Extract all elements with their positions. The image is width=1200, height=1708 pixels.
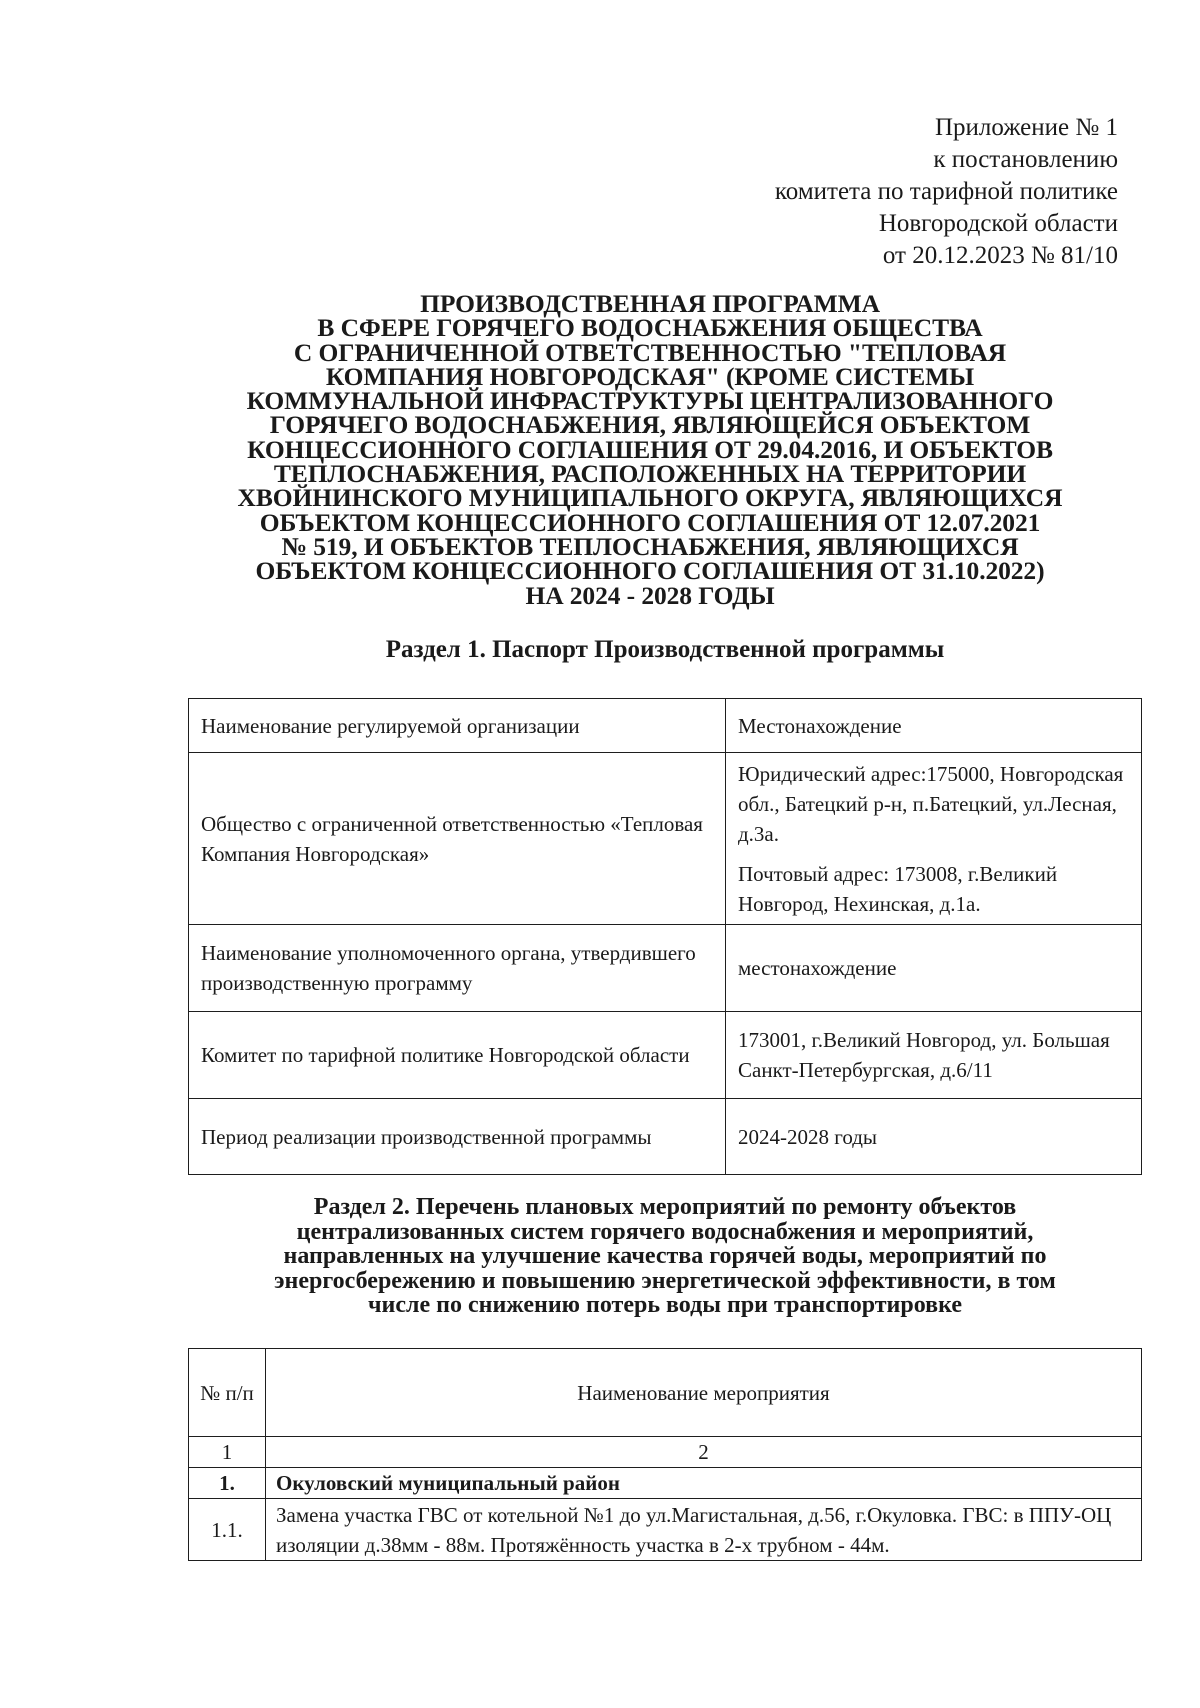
title-line: № 519, И ОБЪЕКТОВ ТЕПЛОСНАБЖЕНИЯ, ЯВЛЯЮЩИХСЯ [281,531,1019,561]
table-cell: Период реализации производственной программы [189,1099,726,1175]
table-cell: Общество с ограниченной ответственностью «Тепловая Компания Новгородская» [189,753,726,925]
table-cell: 2024-2028 годы [726,1099,1142,1175]
appendix-line: комитета по тарифной политике [774,178,1118,205]
district-name: Окуловский муниципальный район [266,1468,1142,1499]
document-title [170,289,1130,610]
table-row [189,1499,1142,1561]
table-row [189,1099,1142,1175]
title-line: КОММУНАЛЬНОЙ ИНФРАСТРУКТУРЫ ЦЕНТРАЛИЗОВАННОГО [246,386,1054,416]
title-line: В СФЕРЕ ГОРЯЧЕГО ВОДОСНАБЖЕНИЯ ОБЩЕСТВА [317,313,983,343]
section2-heading [170,1195,1160,1318]
title-line: ОБЪЕКТОМ КОНЦЕССИОННОГО СОГЛАШЕНИЯ ОТ 31.10.2022) [255,556,1045,586]
table-cell: Комитет по тарифной политике Новгородской области [189,1012,726,1099]
section2-heading-line: энергосбережению и повышению энергетической эффективности, в том [274,1267,1056,1294]
appendix-line: Новгородской области [878,210,1118,237]
passport-table [188,698,1142,1175]
row-number: 1.1. [189,1499,266,1561]
table-row [189,1468,1142,1499]
title-line: НА 2024 - 2028 ГОДЫ [525,580,775,610]
section2-heading-line: числе по снижению потерь воды при транспортировке [368,1292,962,1318]
table-cell: 173001, г.Великий Новгород, ул. Большая Санкт-Петербургская, д.6/11 [726,1012,1142,1099]
section2-heading-line: направленных на улучшение качества горячей воды, мероприятий по [283,1243,1047,1269]
title-line: ТЕПЛОСНАБЖЕНИЯ, РАСПОЛОЖЕННЫХ НА ТЕРРИТОРИИ [273,459,1027,489]
title-line: ХВОЙНИНСКОГО МУНИЦИПАЛЬНОГО ОКРУГА, ЯВЛЯЮЩИХСЯ [237,483,1063,513]
table-row [189,1012,1142,1099]
title-line: ПРОИЗВОДСТВЕННАЯ ПРОГРАММА [420,289,880,318]
column-number: 1 [189,1437,266,1468]
header-event-name: Наименование мероприятия [266,1349,1142,1437]
postal-address: Почтовый адрес: 173008, г.Великий Новгород, Нехинская, д.1а. [738,861,1058,916]
appendix-line: к постановлению [933,146,1118,173]
event-description: Замена участка ГВС от котельной №1 до ул.Магистальная, д.56, г.Окуловка. ГВС: в ППУ-ОЦ изоляции д.38мм - 88м. Протяжённость участка в 2-х трубном - 44м. [266,1499,1142,1561]
table-row [189,699,1142,753]
title-line: КОНЦЕССИОННОГО СОГЛАШЕНИЯ ОТ 29.04.2016, И ОБЪЕКТОВ [247,434,1053,464]
title-line: ГОРЯЧЕГО ВОДОСНАБЖЕНИЯ, ЯВЛЯЮЩЕЙСЯ ОБЪЕКТОМ [269,410,1031,440]
section1-heading: Раздел 1. Паспорт Производственной программы [385,636,945,663]
table-row [189,925,1142,1012]
table-cell: Местонахождение [726,699,1142,753]
table-header-row [189,1349,1142,1437]
appendix-line: от 20.12.2023 № 81/10 [882,242,1118,269]
table-row [189,753,1142,925]
appendix-line: Приложение № 1 [934,114,1118,141]
title-line: ОБЪЕКТОМ КОНЦЕССИОННОГО СОГЛАШЕНИЯ ОТ 12.07.2021 [259,507,1041,537]
row-number: 1. [189,1468,266,1499]
section2-heading-line: Раздел 2. Перечень плановых мероприятий по ремонту объектов [313,1194,1017,1220]
table-cell: местонахождение [726,925,1142,1012]
column-number-row [189,1437,1142,1468]
section2-heading-line: централизованных систем горячего водоснабжения и мероприятий, [296,1218,1034,1245]
title-line: КОМПАНИЯ НОВГОРОДСКАЯ" (КРОМЕ СИСТЕМЫ [325,361,975,391]
header-number: № п/п [189,1349,266,1437]
events-table [188,1348,1142,1561]
legal-address: Юридический адрес:175000, Новгородская обл., Батецкий р-н, п.Батецкий, ул.Лесная, д.3а. [738,761,1124,846]
title-line: С ОГРАНИЧЕННОЙ ОТВЕТСТВЕННОСТЬЮ "ТЕПЛОВАЯ [293,337,1007,367]
table-cell: Наименование уполномоченного органа, утвердившего производственную программу [189,925,726,1012]
table-cell: Наименование регулируемой организации [189,699,726,753]
table-cell [726,753,1142,925]
appendix-block [775,112,1118,272]
column-number: 2 [266,1437,1142,1468]
